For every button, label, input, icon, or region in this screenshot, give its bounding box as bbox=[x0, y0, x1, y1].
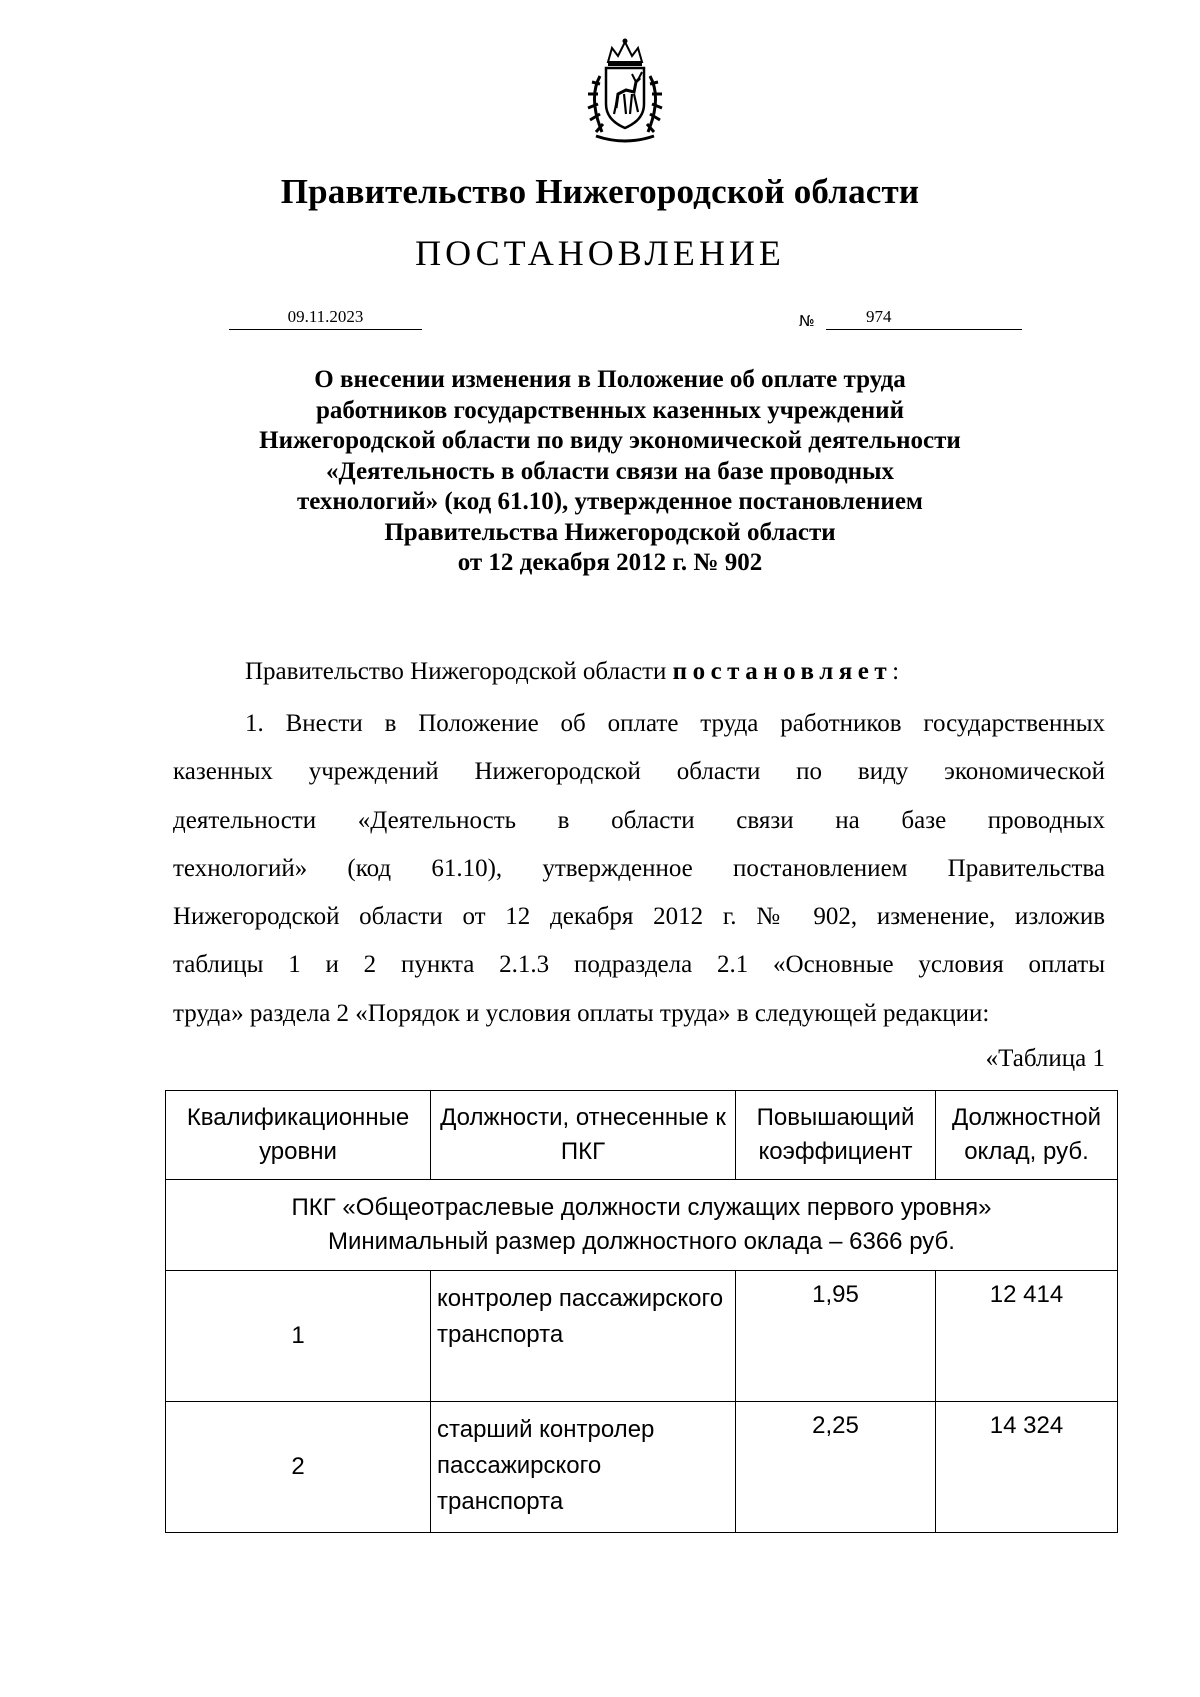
paragraph-line: деятельности «Деятельность в области связи на базе проводных bbox=[173, 806, 1105, 834]
subject-line: О внесении изменения в Положение об оплате труда bbox=[314, 366, 906, 393]
cell-coefficient: 2,25 bbox=[736, 1402, 936, 1533]
paragraph-line: казенных учреждений Нижегородской области по виду экономической bbox=[173, 758, 1105, 786]
header-coefficient: Повышающий коэффициент bbox=[736, 1091, 936, 1180]
subject-line: от 12 декабря 2012 г. № 902 bbox=[457, 549, 763, 576]
decree-intro bbox=[245, 658, 899, 686]
document-number-value: 974 bbox=[866, 307, 892, 326]
salary-table bbox=[165, 1090, 1118, 1533]
paragraph-line: Нижегородской области от 12 декабря 2012 г. № 902, изменение, изложив bbox=[173, 903, 1105, 931]
document-date: 09.11.2023 bbox=[229, 307, 422, 330]
cell-salary: 14 324 bbox=[936, 1402, 1118, 1533]
paragraph-line: таблицы 1 и 2 пункта 2.1.3 подраздела 2.1 «Основные условия оплаты bbox=[173, 951, 1105, 979]
cell-salary: 12 414 bbox=[936, 1271, 1118, 1402]
number-sign: № bbox=[799, 312, 815, 330]
table-row bbox=[166, 1271, 1118, 1402]
cell-position: контролер пассажирского транспорта bbox=[431, 1271, 736, 1402]
table-row bbox=[166, 1402, 1118, 1533]
cell-level: 2 bbox=[166, 1402, 431, 1533]
subject-line: Правительства Нижегородской области bbox=[384, 518, 836, 546]
government-title: Правительство Нижегородской области bbox=[280, 172, 920, 211]
subject-line: «Деятельность в области связи на базе проводных bbox=[325, 457, 895, 485]
group-cell bbox=[166, 1180, 1118, 1271]
paragraph-line: 1. Внести в Положение об оплате труда работников государственных bbox=[245, 710, 1105, 737]
intro-prefix: Правительство Нижегородской области bbox=[245, 658, 673, 685]
cell-coefficient: 1,95 bbox=[736, 1271, 936, 1402]
header-salary: Должностной оклад, руб. bbox=[936, 1091, 1118, 1180]
paragraph-line: труда» раздела 2 «Порядок и условия оплаты труда» в следующей редакции: bbox=[173, 999, 990, 1027]
table-label: «Таблица 1 bbox=[985, 1045, 1105, 1072]
header-level: Квалификационные уровни bbox=[166, 1091, 431, 1180]
subject-line: Нижегородской области по виду экономической деятельности bbox=[259, 427, 961, 454]
decree-verb: постановляет bbox=[672, 658, 893, 685]
cell-level: 1 bbox=[166, 1271, 431, 1402]
document-number bbox=[826, 307, 1022, 330]
subject-line: технологий» (код 61.10), утвержденное постановлением bbox=[297, 488, 923, 515]
table-header-row bbox=[166, 1091, 1118, 1180]
group-title: ПКГ «Общеотраслевые должности служащих первого уровня» bbox=[291, 1194, 992, 1221]
group-min-salary: Минимальный размер должностного оклада – 6366 руб. bbox=[328, 1228, 955, 1255]
document-subject bbox=[180, 365, 1040, 579]
paragraph-line: технологий» (код 61.10), утвержденное постановлением Правительства bbox=[173, 854, 1105, 882]
paragraph-1 bbox=[173, 700, 1105, 1038]
header-positions: Должности, отнесенные к ПКГ bbox=[431, 1091, 736, 1180]
intro-suffix: : bbox=[892, 658, 900, 685]
document-type: ПОСТАНОВЛЕНИЕ bbox=[415, 233, 785, 273]
cell-position: старший контролер пассажирского транспорта bbox=[431, 1402, 736, 1533]
table-group-row bbox=[166, 1180, 1118, 1271]
nizhny-novgorod-coat-of-arms-icon bbox=[570, 38, 680, 148]
subject-line: работников государственных казенных учреждений bbox=[316, 396, 904, 424]
